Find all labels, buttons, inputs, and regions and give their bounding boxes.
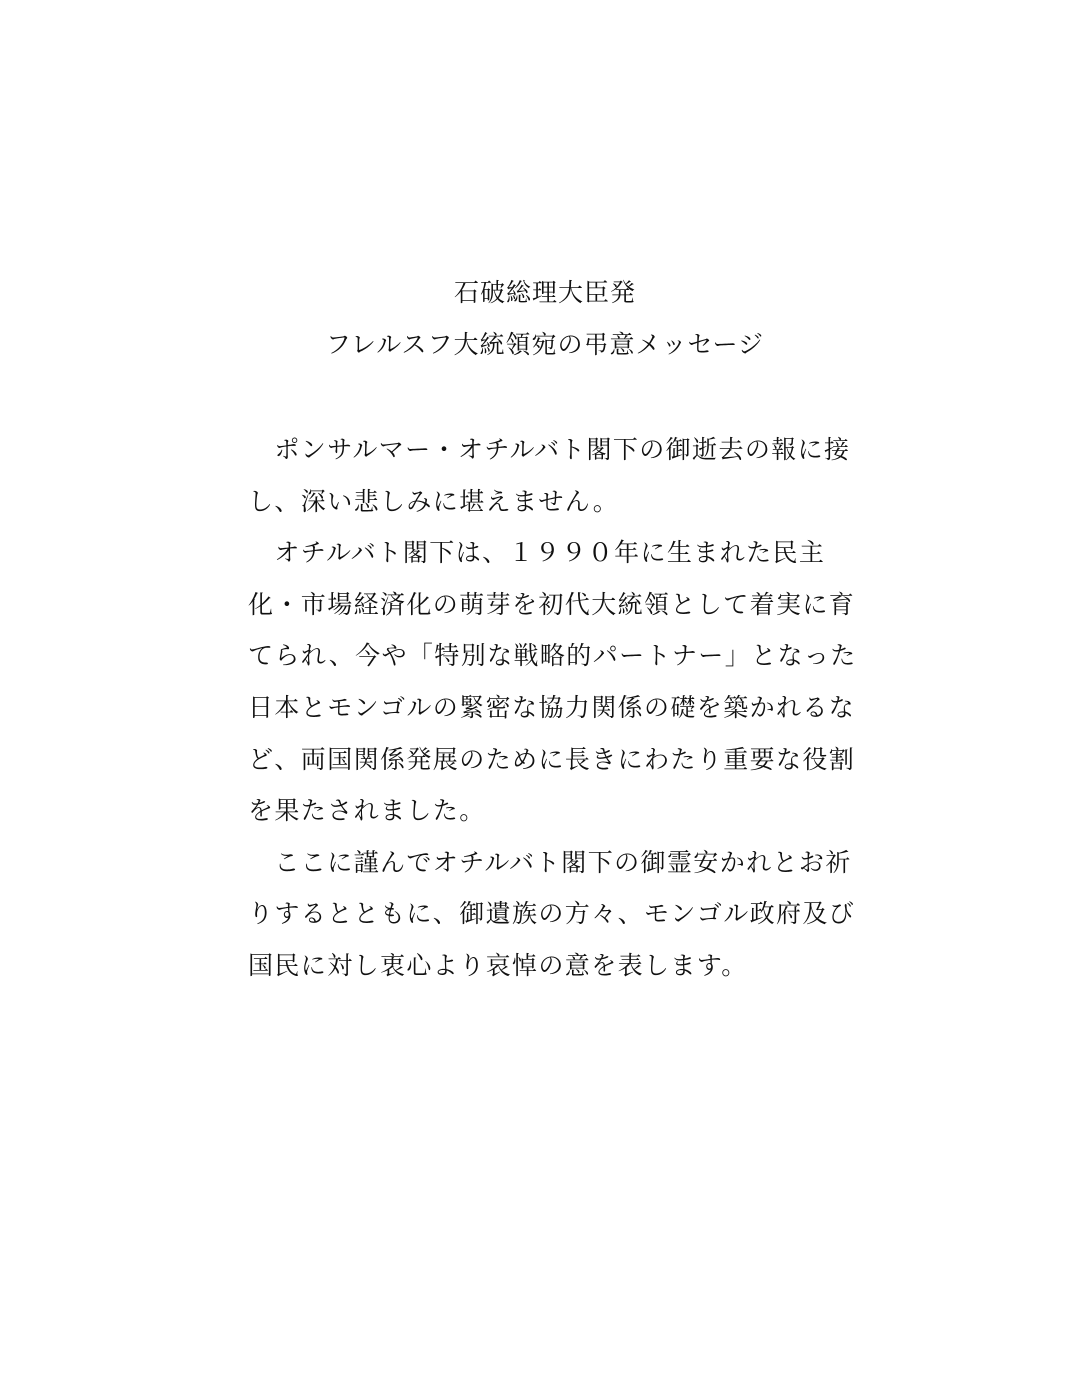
message-body [248, 424, 857, 992]
body-line: ど、両国関係発展のために長きにわたり重要な役割 [248, 744, 856, 774]
body-line: オチルバト閣下は、１９９０年に生まれた民主 [248, 538, 826, 568]
document-title-subject: フレルスフ大統領宛の弔意メッセージ [325, 330, 765, 359]
body-line: てられ、今や「特別な戦略的パートナー」となった [248, 641, 857, 671]
body-line: 日本とモンゴルの緊密な協力関係の礎を築かれるな [248, 692, 856, 722]
body-line: りするとともに、御遺族の方々、モンゴル政府及び [248, 899, 856, 929]
body-line: 化・市場経済化の萌芽を初代大統領として着実に育 [248, 589, 856, 619]
body-line: ここに謹んでオチルバト閣下の御霊安かれとお祈 [248, 847, 852, 877]
body-line: ポンサルマー・オチルバト閣下の御逝去の報に接 [248, 435, 851, 464]
body-line: を果たされました。 [248, 796, 486, 826]
body-line: 国民に対し衷心より哀悼の意を表します。 [248, 950, 748, 980]
body-line: し、深い悲しみに堪えません。 [248, 486, 620, 516]
document-title-sender: 石破総理大臣発 [453, 278, 636, 307]
